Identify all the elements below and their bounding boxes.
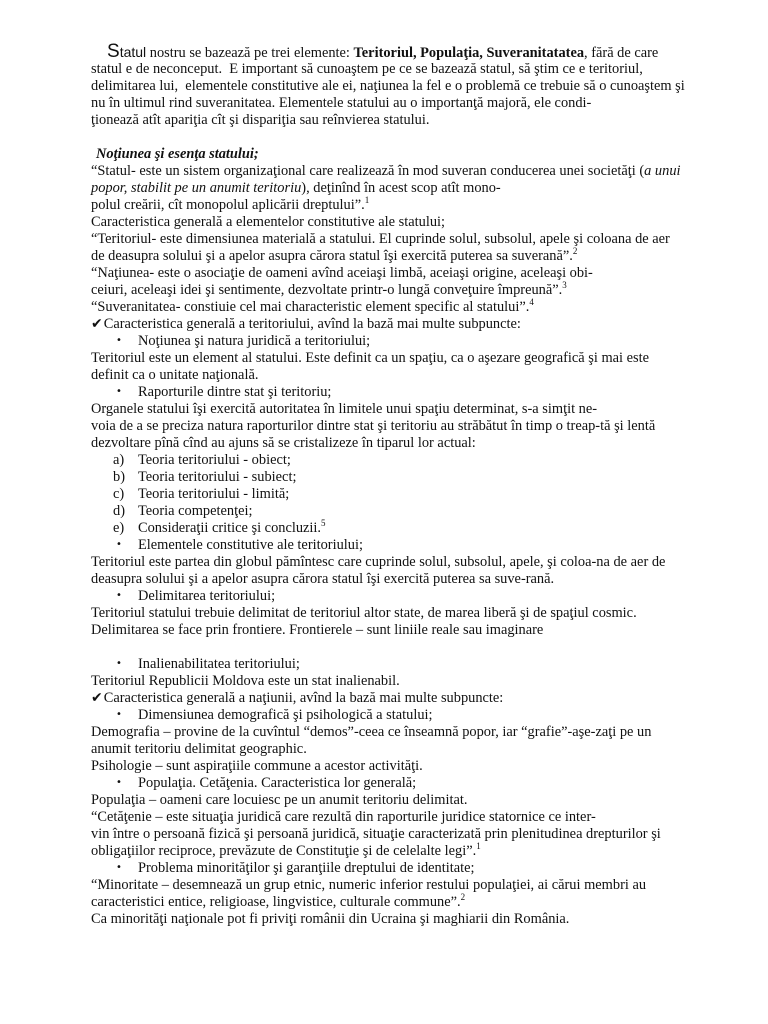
list-label: e) xyxy=(113,520,125,536)
text-run: deasupra solului şi a apelor asupra cărora statul îşi exercită puterea sa suve-rană. xyxy=(91,571,555,587)
text-run: Noţiunea şi natura juridică a teritoriului; xyxy=(138,333,371,349)
bullet-icon: • xyxy=(116,386,122,397)
list-label: b) xyxy=(113,469,125,485)
paragraph-line xyxy=(91,571,741,588)
bullet-icon: • xyxy=(116,709,122,720)
text-run: ţionează atît apariţia cît şi dispariţia sau reînvierea statului. xyxy=(91,112,430,128)
bullet-icon: • xyxy=(116,590,122,601)
text-run: Psihologie – sunt aspiraţiile commune a acestor activităţi. xyxy=(91,758,423,774)
paragraph-line xyxy=(91,622,741,639)
paragraph-line xyxy=(91,78,741,95)
checklist-heading xyxy=(91,316,741,333)
paragraph-line xyxy=(91,741,741,758)
bullet-item xyxy=(91,333,741,350)
bullet-icon: • xyxy=(116,658,122,669)
lettered-item xyxy=(91,452,741,469)
lettered-item xyxy=(91,503,741,520)
text-run: “Statul- este un sistem organizaţional care realizează în mod suveran conducerea unei societăţi ( xyxy=(91,163,645,179)
text-run: ceiuri, aceleaşi idei şi sentimente, dezvoltate printr-o lungă conveţuire împreună”. xyxy=(91,282,563,298)
paragraph-line xyxy=(91,180,741,197)
text-run: vin între o persoană fizică şi persoană juridică, situaţie caracterizată prin plenitudinea drepturilor şi xyxy=(91,826,661,842)
text-run: Teoria competenţei; xyxy=(138,503,253,519)
text-run: Populaţia. Cetăţenia. Caracteristica lor generală; xyxy=(138,775,417,791)
checkmark-icon: ✔ xyxy=(91,690,103,706)
text-run: dezvoltare pînă cînd au ajuns să se cristalizeze în tiparul lor actual: xyxy=(91,435,476,451)
paragraph-line xyxy=(91,554,741,571)
bold-text: Teritoriul, Populaţia, Suveranitatatea xyxy=(353,45,585,61)
text-run: Teoria teritoriului - limită; xyxy=(138,486,290,502)
text-run: Ca minorităţi naţionale pot fi priviţi românii din Ucraina şi maghiarii din România. xyxy=(91,911,570,927)
footnote-ref: 2 xyxy=(460,892,466,903)
list-label: c) xyxy=(113,486,125,502)
paragraph-line xyxy=(91,282,741,299)
text-run: tatul xyxy=(119,44,147,60)
paragraph-line xyxy=(91,911,741,928)
text-run: definit ca o unitate naţională. xyxy=(91,367,259,383)
text-run: ), deţinînd în acest scop atît mono- xyxy=(301,180,501,196)
paragraph-line xyxy=(91,350,741,367)
paragraph-line xyxy=(91,299,741,316)
text-run: voia de a se preciza natura raporturilor dintre stat şi teritoriu au străbătut în timp o treap-tă şi lentă xyxy=(91,418,656,434)
text-run: statul e de neconceput. E important să cunoaştem pe ce se bazează statul, să ştim ce e teritoriul, xyxy=(91,61,643,77)
paragraph-line xyxy=(91,894,741,911)
blank-line xyxy=(91,639,741,656)
checklist-heading xyxy=(91,690,741,707)
text-run: Teritoriul este un element al statului. Este definit ca un spaţiu, ca o aşezare geografică şi mai este xyxy=(91,350,650,366)
paragraph-line xyxy=(91,809,741,826)
footnote-ref: 1 xyxy=(364,195,370,206)
text-run: Organele statului îşi exercită autoritatea în limitele unui spaţiu determinat, s-a simţit ne- xyxy=(91,401,598,417)
checkmark-icon: ✔ xyxy=(91,316,103,332)
text-run: caracteristici entice, religioase, lingvistice, culturale commune”. xyxy=(91,894,461,910)
text-run: Teoria teritoriului - subiect; xyxy=(138,469,297,485)
initial-letter: S xyxy=(107,41,120,62)
text-run: obligaţiilor reciproce, prevăzute de Constituţie şi de celelalte legi”. xyxy=(91,843,477,859)
italic-text: a unui xyxy=(644,163,681,179)
paragraph-line xyxy=(91,197,741,214)
text-run: “Suveranitatea- constiuie cel mai characteristic element specific al statului”. xyxy=(91,299,530,315)
bullet-item xyxy=(91,384,741,401)
footnote-ref: 1 xyxy=(476,841,481,852)
footnote-ref: 4 xyxy=(529,297,534,308)
italic-text: popor, stabilit pe un anumit teritoriu xyxy=(91,180,302,196)
bullet-icon: • xyxy=(116,777,122,788)
text-run: Dimensiunea demografică şi psihologică a statului; xyxy=(138,707,433,723)
paragraph-line xyxy=(91,435,741,452)
text-run: de deasupra solului şi a apelor asupra cărora statul îşi exercită puterea sa suverană”. xyxy=(91,248,573,264)
text-run: Delimitarea teritoriului; xyxy=(138,588,276,604)
text-run: Teritoriul Republicii Moldova este un stat inalienabil. xyxy=(91,673,400,689)
text-run: delimitarea lui, elementele constitutive ale ei, naţiunea la fel e o problemă ce trebuie să o cunoaştem şi xyxy=(91,78,685,94)
bullet-icon: • xyxy=(116,539,122,550)
paragraph-line xyxy=(91,214,741,231)
footnote-ref: 3 xyxy=(562,280,567,291)
paragraph-line xyxy=(91,401,741,418)
list-label: a) xyxy=(113,452,125,468)
paragraph-line xyxy=(91,231,741,248)
lettered-item xyxy=(91,486,741,503)
list-label: d) xyxy=(113,503,125,519)
text-run: Teritoriul statului trebuie delimitat de teritoriul altor state, de marea liberă şi de spaţiul cosmic. xyxy=(91,605,637,621)
bullet-icon: • xyxy=(116,335,122,346)
footnote-ref: 2 xyxy=(572,246,578,257)
paragraph-line xyxy=(91,248,741,265)
text-run: anumit teritoriu delimitat geographic. xyxy=(91,741,307,757)
text-run: polul creării, cît monopolul aplicării dreptului”. xyxy=(91,197,365,213)
paragraph-line xyxy=(91,792,741,809)
bullet-item xyxy=(91,707,741,724)
bullet-item xyxy=(91,775,741,792)
paragraph-line xyxy=(91,367,741,384)
paragraph-line xyxy=(91,112,741,129)
lettered-item xyxy=(91,520,741,537)
text-run: “Cetăţenie – este situaţia juridică care rezultă din raporturile juridice statornice ce inter- xyxy=(91,809,596,825)
section-heading xyxy=(91,146,741,163)
text-run: Teoria teritoriului - obiect; xyxy=(138,452,291,468)
text-run: , fără de care xyxy=(584,45,659,61)
text-run: Caracteristica generală a naţiunii, avînd la bază mai multe subpuncte: xyxy=(103,690,504,706)
text-run: “Minoritate – desemnează un grup etnic, numeric inferior restului populaţiei, ai cărui membri au xyxy=(91,877,647,893)
bullet-item xyxy=(91,588,741,605)
paragraph-line xyxy=(91,61,741,78)
bullet-icon: • xyxy=(116,862,122,873)
text-run: nu în ultimul rind suveranitatea. Elementele statului au o importanţă majoră, ele condi- xyxy=(91,95,592,111)
heading-text: Noţiunea şi esenţa statului; xyxy=(96,146,259,162)
paragraph-line xyxy=(91,163,741,180)
text-run: Raporturile dintre stat şi teritoriu; xyxy=(138,384,332,400)
paragraph-line xyxy=(91,877,741,894)
bullet-item xyxy=(91,860,741,877)
paragraph-line xyxy=(91,843,741,860)
text-run: Teritoriul este partea din globul pămîntesc care cuprinde solul, subsolul, apele, şi coloa-na de aer de xyxy=(91,554,666,570)
text-run: “Teritoriul- este dimensiunea materială a statului. El cuprinde solul, subsolul, apele şi coloana de aer xyxy=(91,231,670,247)
paragraph-first-line xyxy=(91,41,741,62)
text-run: “Naţiunea- este o asociaţie de oameni avînd aceiaşi limbă, aceiaşi origine, aceleaşi obi- xyxy=(91,265,593,281)
text-run: Consideraţii critice şi concluzii. xyxy=(138,520,322,536)
document-page xyxy=(91,41,741,928)
blank-line xyxy=(91,129,741,146)
paragraph-line xyxy=(91,758,741,775)
paragraph-line xyxy=(91,95,741,112)
text-run: Problema minorităţilor şi garanţiile dreptului de identitate; xyxy=(138,860,475,876)
footnote-ref: 5 xyxy=(321,518,326,529)
paragraph-line xyxy=(91,826,741,843)
text-run: nostru se bazează pe trei elemente: xyxy=(146,45,354,61)
paragraph-line xyxy=(91,673,741,690)
text-run: Inalienabilitatea teritoriului; xyxy=(138,656,300,672)
paragraph-line xyxy=(91,265,741,282)
bullet-item xyxy=(91,537,741,554)
text-run: Caracteristica generală a teritoriului, avînd la bază mai multe subpuncte: xyxy=(103,316,521,332)
paragraph-line xyxy=(91,418,741,435)
paragraph-line xyxy=(91,724,741,741)
text-run: Elementele constitutive ale teritoriului; xyxy=(138,537,363,553)
lettered-item xyxy=(91,469,741,486)
text-run: Populaţia – oameni care locuiesc pe un anumit teritoriu delimitat. xyxy=(91,792,468,808)
text-run: Demografia – provine de la cuvîntul “demos”-ceea ce înseamnă popor, iar “grafie”-aşe-zaţi pe un xyxy=(91,724,652,740)
paragraph-line xyxy=(91,605,741,622)
bullet-item xyxy=(91,656,741,673)
text-run: Caracteristica generală a elementelor constitutive ale statului; xyxy=(91,214,446,230)
text-run: Delimitarea se face prin frontiere. Frontierele – sunt liniile reale sau imaginare xyxy=(91,622,544,638)
